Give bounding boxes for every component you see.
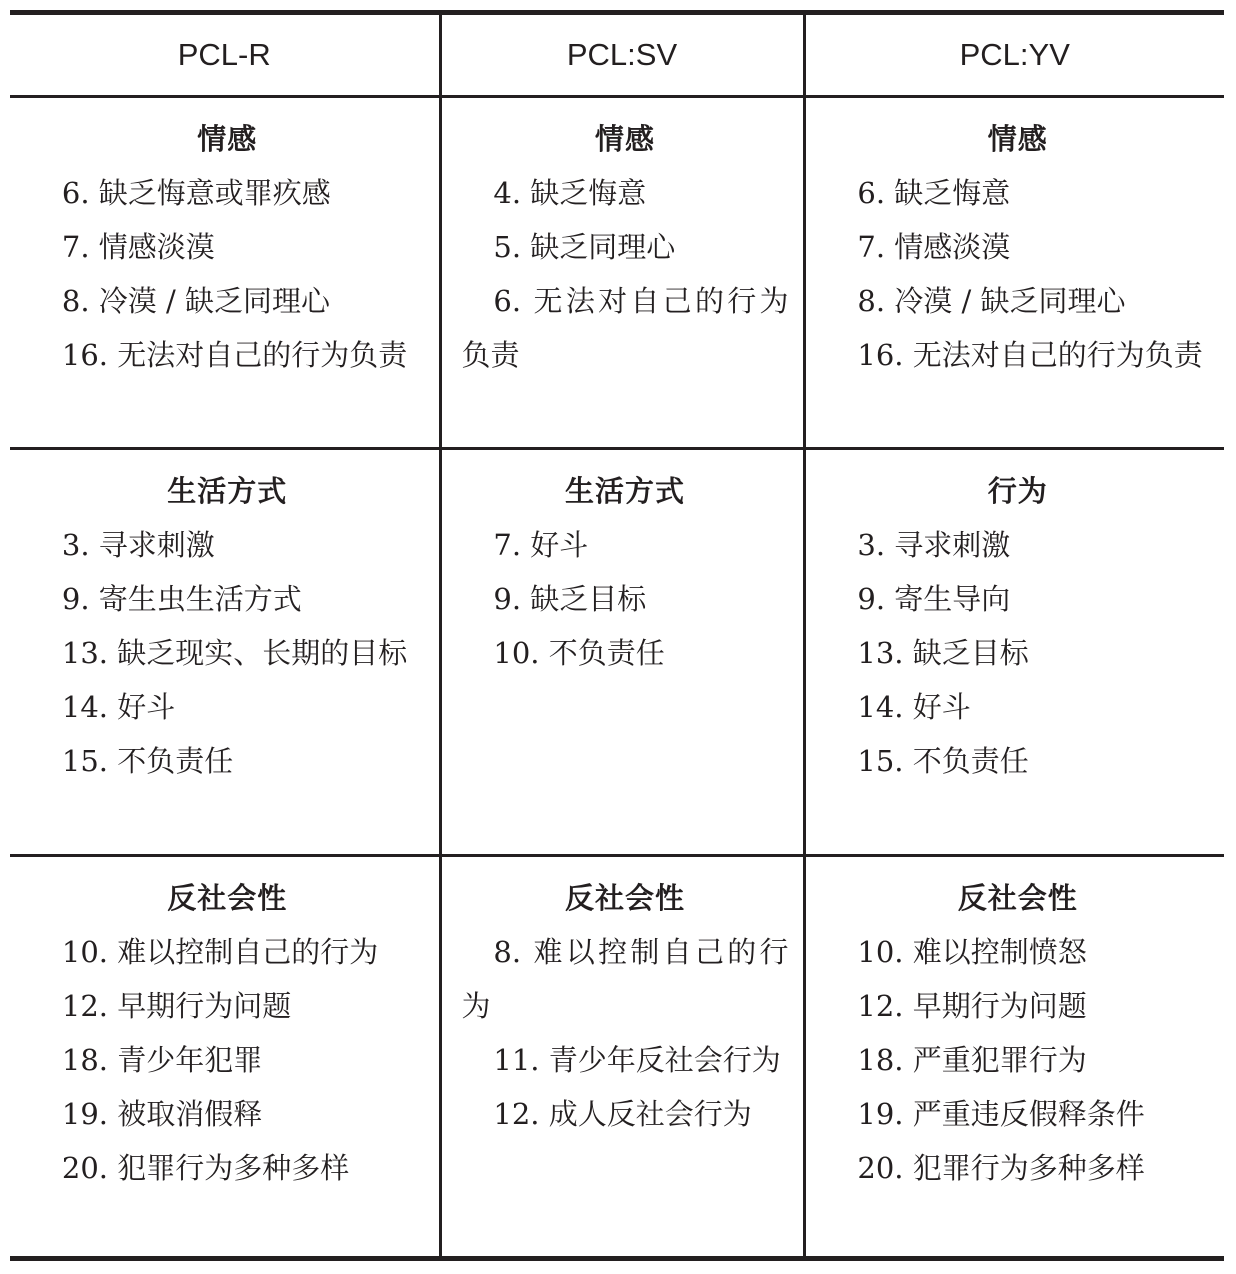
- row-affective: [10, 97, 1224, 449]
- list-item: 6. 缺乏悔意或罪疚感: [61, 176, 331, 210]
- list-item: 14. 好斗: [857, 690, 971, 724]
- header-row: [10, 13, 1224, 97]
- cell: [804, 449, 1224, 856]
- cell: [440, 449, 804, 856]
- list-item: 7. 好斗: [493, 528, 589, 562]
- list-item: 16. 无法对自己的行为负责: [857, 338, 1203, 372]
- cell: [440, 856, 804, 1259]
- list-item: 5. 缺乏同理心: [493, 230, 676, 264]
- row-lifestyle: [10, 449, 1224, 856]
- list-item: 12. 成人反社会行为: [493, 1097, 752, 1131]
- category-label: 反社会性: [167, 881, 288, 915]
- list-item: 12. 早期行为问题: [857, 989, 1087, 1023]
- list-item: 20. 犯罪行为多种多样: [857, 1151, 1145, 1185]
- cell: [10, 449, 440, 856]
- category-label: 反社会性: [957, 881, 1078, 915]
- list-item: 7. 情感淡漠: [857, 230, 1011, 264]
- row-antisocial: [10, 856, 1224, 1259]
- cell: [804, 97, 1224, 449]
- list-item: 19. 被取消假释: [61, 1097, 263, 1131]
- list-item: 15. 不负责任: [857, 744, 1029, 778]
- list-item: 3. 寻求刺激: [857, 528, 1011, 562]
- list-item: 12. 早期行为问题: [61, 989, 292, 1023]
- list-item: 8. 冷漠 / 缺乏同理心: [857, 284, 1126, 318]
- cell: [10, 97, 440, 449]
- category-label: 情感: [594, 122, 655, 156]
- list-item: 19. 严重违反假释条件: [857, 1097, 1145, 1131]
- list-item: 6. 缺乏悔意: [857, 176, 1011, 210]
- category-label: 行为: [987, 474, 1048, 508]
- header-pcl-yv: PCL:YV: [804, 13, 1224, 97]
- list-item: 3. 寻求刺激: [61, 528, 215, 562]
- cell: [440, 97, 804, 449]
- list-item: 10. 难以控制愤怒: [857, 935, 1087, 969]
- category-label: 生活方式: [564, 474, 685, 508]
- list-item: 16. 无法对自己的行为负责: [61, 338, 408, 372]
- cell: [10, 856, 440, 1259]
- pcl-comparison-table: [10, 10, 1224, 1261]
- cell: [804, 856, 1224, 1259]
- list-item: 15. 不负责任: [61, 744, 234, 778]
- list-item: 20. 犯罪行为多种多样: [61, 1151, 350, 1185]
- category-label: 情感: [987, 122, 1048, 156]
- list-item: 9. 缺乏目标: [493, 582, 647, 616]
- list-item: 9. 寄生虫生活方式: [61, 582, 302, 616]
- list-item: 18. 严重犯罪行为: [857, 1043, 1087, 1077]
- list-item: 4. 缺乏悔意: [493, 176, 647, 210]
- list-item: 11. 青少年反社会行为: [493, 1043, 781, 1077]
- list-item: 8. 冷漠 / 缺乏同理心: [61, 284, 330, 318]
- list-item: 18. 青少年犯罪: [61, 1043, 263, 1077]
- category-label: 反社会性: [564, 881, 685, 915]
- header-pcl-sv: PCL:SV: [440, 13, 804, 97]
- list-item: 14. 好斗: [61, 690, 176, 724]
- header-pcl-r: PCL-R: [10, 13, 440, 97]
- list-item: 10. 难以控制自己的行为: [61, 935, 379, 969]
- list-item: 7. 情感淡漠: [61, 230, 215, 264]
- list-item: 9. 寄生导向: [857, 582, 1011, 616]
- list-item: 8. 难以控制自己的行为: [461, 935, 789, 1023]
- list-item: 10. 不负责任: [493, 636, 665, 670]
- list-item: 13. 缺乏目标: [857, 636, 1029, 670]
- category-label: 情感: [197, 122, 258, 156]
- list-item: 6. 无法对自己的行为负责: [461, 284, 789, 372]
- category-label: 生活方式: [167, 474, 288, 508]
- list-item: 13. 缺乏现实、长期的目标: [61, 636, 408, 670]
